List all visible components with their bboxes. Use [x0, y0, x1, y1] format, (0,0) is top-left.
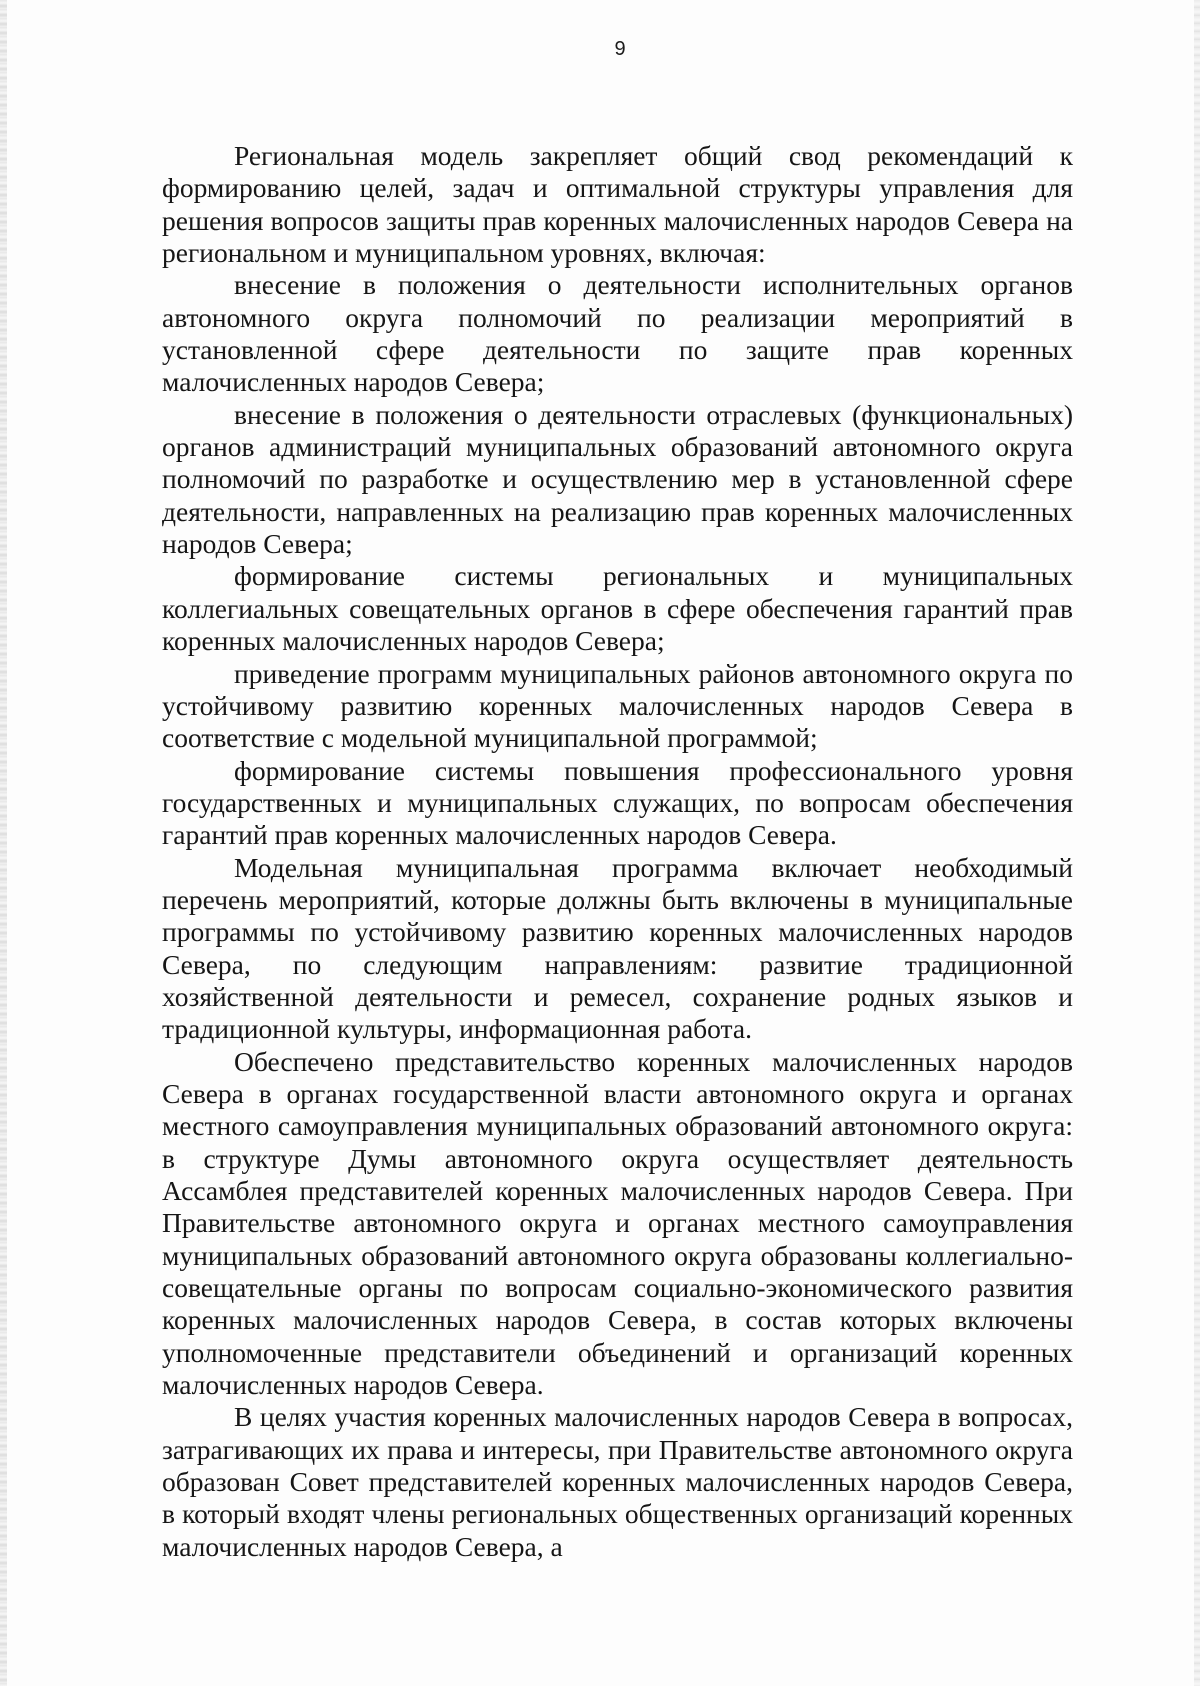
scan-edge-right [1194, 0, 1200, 1686]
paragraph-council: В целях участия коренных малочисленных народов Севера в вопросах, затрагивающих их права и интересы, при Правительстве автономного округа образован Совет представителей коренных малочисленных народов Севера, в который входят члены региональных общественных организаций коренных малочисленных народов Севера, а [162, 1401, 1073, 1562]
paragraph-model-program: Модельная муниципальная программа включает необходимый перечень мероприятий, которые должны быть включены в муниципальные программы по устойчивому развитию коренных малочисленных народов Севера, по следующим направлениям: развитие традиционной хозяйственной деятельности и ремесел, сохранение родных языков и традиционной культуры, информационная работа. [162, 851, 1073, 1045]
paragraph-representation: Обеспечено представительство коренных малочисленных народов Севера в органах государственной власти автономного округа и органах местного самоуправления муниципальных образований автономного округа: в структуре Думы автономного округа осуществляет деятельность Ассамблея представителей коренных малочисленных народов Севера. При Правительстве автономного округа и органах местного самоуправления муниципальных образований автономного округа образованы коллегиально-совещательные органы по вопросам социально-экономического развития коренных малочисленных народов Севера, в состав которых включены уполномоченные представители объединений и организаций коренных малочисленных народов Севера. [162, 1045, 1073, 1401]
paragraph-staff-training: формирование системы повышения профессионального уровня государственных и муниципальных служащих, по вопросам обеспечения гарантий прав коренных малочисленных народов Севера. [162, 754, 1073, 851]
paragraph-executive-bodies: внесение в положения о деятельности исполнительных органов автономного округа полномочий по реализации мероприятий в установленной сфере деятельности по защите прав коренных малочисленных народов Севера; [162, 269, 1073, 398]
paragraph-municipal-bodies: внесение в положения о деятельности отраслевых (функциональных) органов администраций муниципальных образований автономного округа полномочий по разработке и осуществлению мер в установленной сфере деятельности, направленных на реализацию прав коренных малочисленных народов Севера; [162, 398, 1073, 560]
document-body [162, 140, 1073, 1563]
page-number: 9 [614, 38, 626, 60]
paragraph-municipal-programs: приведение программ муниципальных районов автономного округа по устойчивому развитию коренных малочисленных народов Севера в соответствие с модельной муниципальной программой; [162, 657, 1073, 754]
scan-edge-left [0, 0, 7, 1686]
paragraph-regional-model: Региональная модель закрепляет общий свод рекомендаций к формированию целей, задач и оптимальной структуры управления для решения вопросов защиты прав коренных малочисленных народов Севера на региональном и муниципальном уровнях, включая: [162, 140, 1073, 269]
paragraph-collegial-bodies: формирование системы региональных и муниципальных коллегиальных совещательных органов в сфере обеспечения гарантий прав коренных малочисленных народов Севера; [162, 560, 1073, 657]
